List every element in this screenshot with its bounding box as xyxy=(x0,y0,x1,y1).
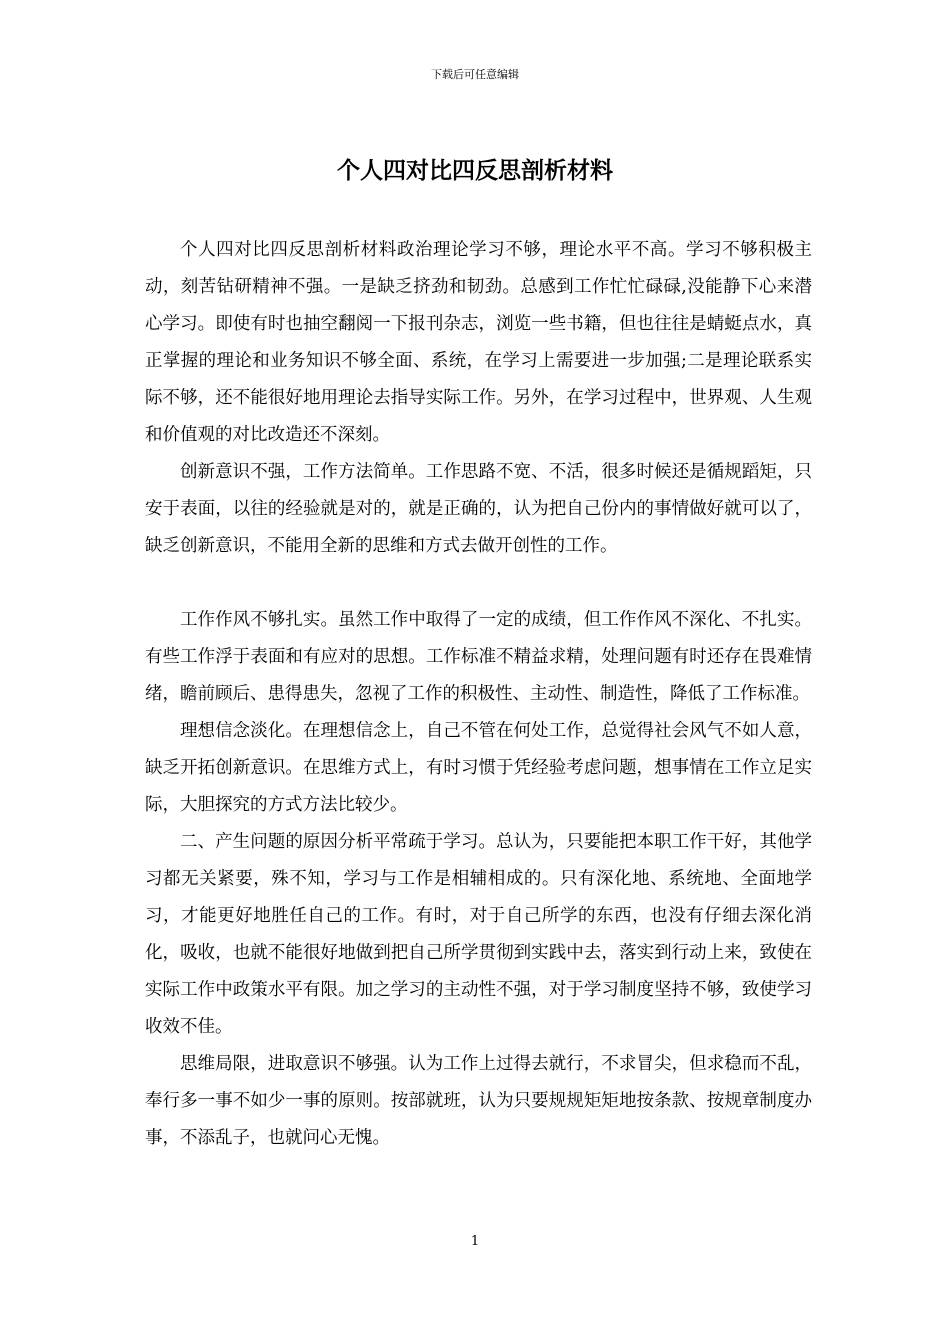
paragraph-1: 个人四对比四反思剖析材料政治理论学习不够，理论水平不高。学习不够积极主动，刻苦钻研精神不强。一是缺乏挤劲和韧劲。总感到工作忙忙碌碌,没能静下心来潜心学习。即使有时也抽空翻阅一下报刊杂志，浏览一些书籍，但也往往是蜻蜓点水，真正掌握的理论和业务知识不够全面、系统，在学习上需要进一步加强;二是理论联系实际不够，还不能很好地用理论去指导实际工作。另外，在学习过程中，世界观、人生观和价值观的对比改造还不深刻。 xyxy=(145,240,812,445)
page-number: 1 xyxy=(470,1234,480,1249)
document-body xyxy=(145,232,812,1157)
paragraph-4: 理想信念淡化。在理想信念上，自己不管在何处工作，总觉得社会风气不如人意，缺乏开拓创新意识。在思维方式上，有时习惯于凭经验考虑问题，想事情在工作立足实际，大胆探究的方式方法比较少。 xyxy=(145,721,812,815)
paragraph-5: 二、产生问题的原因分析平常疏于学习。总认为，只要能把本职工作干好，其他学习都无关紧要，殊不知，学习与工作是相辅相成的。只有深化地、系统地、全面地学习，才能更好地胜任自己的工作。有时，对于自己所学的东西，也没有仔细去深化消化，吸收，也就不能很好地做到把自己所学贯彻到实践中去，落实到行动上来，致使在实际工作中政策水平有限。加之学习的主动性不强，对于学习制度坚持不够，致使学习收效不佳。 xyxy=(145,832,812,1037)
paragraph-3: 工作作风不够扎实。虽然工作中取得了一定的成绩，但工作作风不深化、不扎实。有些工作浮于表面和有应对的思想。工作标准不精益求精，处理问题有时还存在畏难情绪，瞻前顾后、患得患失，忽视了工作的积极性、主动性、制造性，降低了工作标准。 xyxy=(145,610,812,704)
paragraph-6: 思维局限，进取意识不够强。认为工作上过得去就行，不求冒尖，但求稳而不乱，奉行多一事不如少一事的原则。按部就班，认为只要规规矩矩地按条款、按规章制度办事，不添乱子，也就问心无愧。 xyxy=(145,1054,812,1148)
document-title: 个人四对比四反思剖析材料 xyxy=(337,157,613,184)
paragraph-2: 创新意识不强，工作方法简单。工作思路不宽、不活，很多时候还是循规蹈矩，只安于表面，以往的经验就是对的，就是正确的，认为把自己份内的事情做好就可以了，缺乏创新意识，不能用全新的思维和方式去做开创性的工作。 xyxy=(145,462,812,556)
header-note: 下载后可任意编辑 xyxy=(431,68,519,81)
